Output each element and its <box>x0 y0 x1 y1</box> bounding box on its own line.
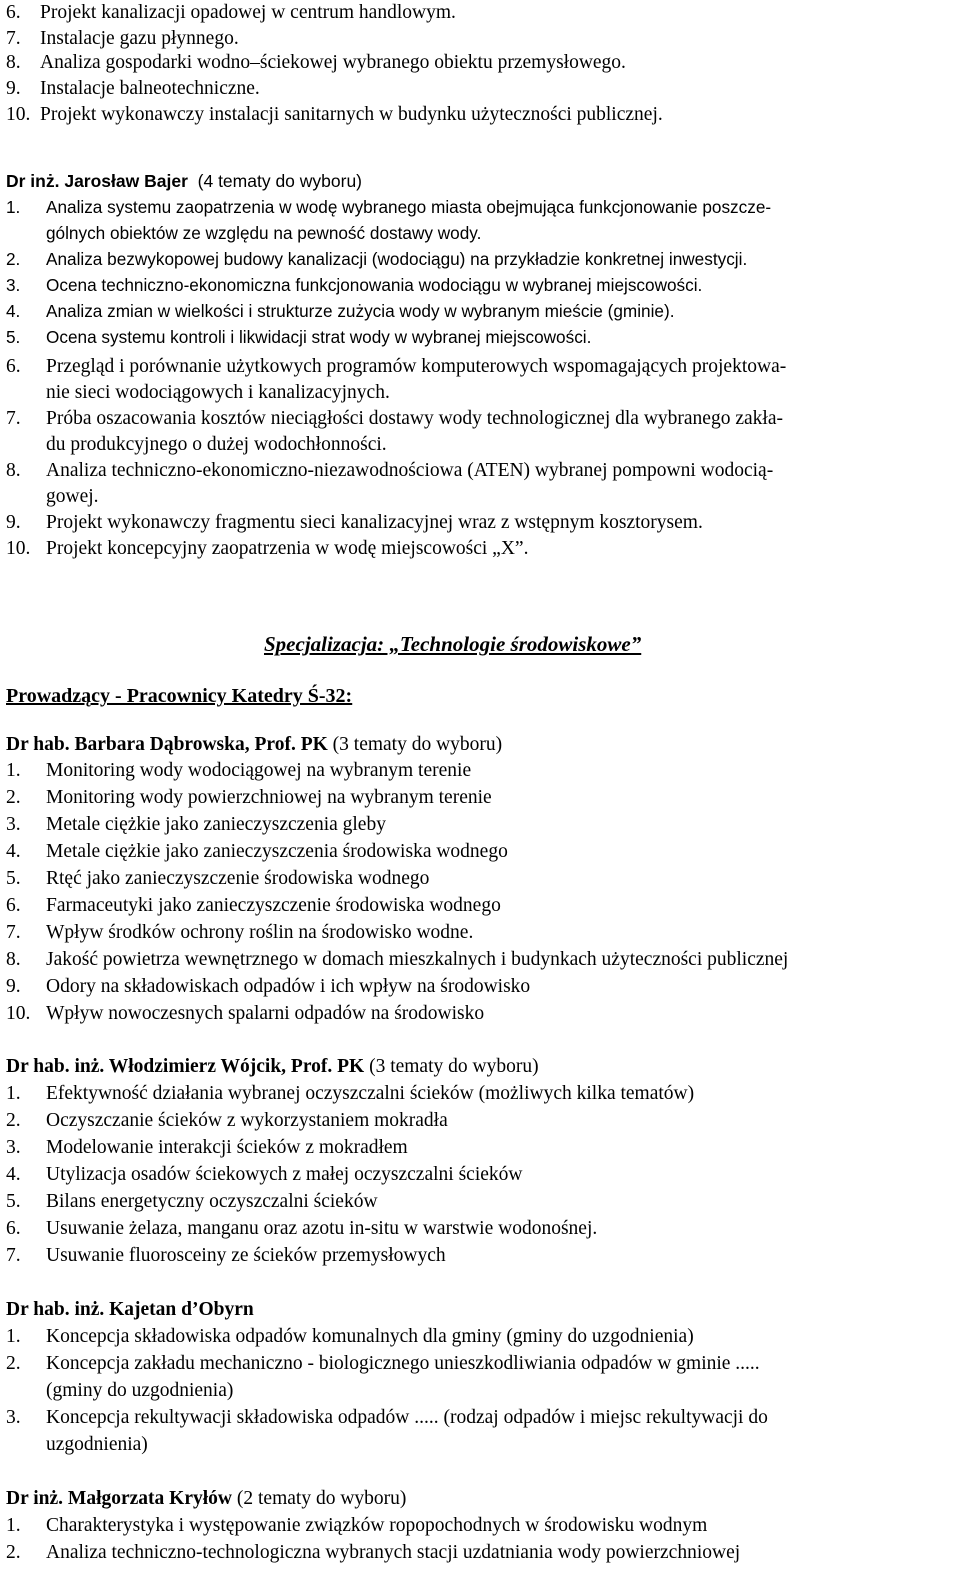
supervisor-heading-dabrowska: Dr hab. Barbara Dąbrowska, Prof. PK (3 tematy do wyboru) <box>6 734 503 755</box>
list-item-continuation: gólnych obiektów ze względu na pewność dostawy wody. <box>46 223 482 243</box>
list-item-continuation: uzgodnienia) <box>46 1434 148 1455</box>
supervisor-heading-wojcik: Dr hab. inż. Włodzimierz Wójcik, Prof. PK (3 tematy do wyboru) <box>6 1056 539 1077</box>
list-item-continuation: nie sieci wodociągowych i kanalizacyjnych. <box>46 382 390 403</box>
document-page: 6. Projekt kanalizacji opadowej w centrum handlowym. 7. Instalacje gazu płynnego. 8. Analiza gospodarki wodno–ściekowej wybranego obiektu przemysłowego. 9. Instalacje balneotechniczne. 10. Projekt wykonawczy instalacji sanitarnych w budynku użyteczności publicznej. Dr inż. Jarosław Bajer (4 tematy do wyboru) 1. Analiza systemu zaopatrzenia w wodę wybranego miasta obejmująca funkcjonowanie poszcze- gólnych obiektów ze względu na pewność dostawy wody. 2. Analiza bezwykopowej budowy kanalizacji (wodociągu) na przykładzie konkretnej inwestycji. 3. Ocena techniczno-ekonomiczna funkcjonowania wodociągu w wybranej miejscowości. 4. Analiza zmian w wielkości i strukturze zużycia wody w wybranym mieście (gminie). 5. Ocena systemu kontroli i likwidacji strat wody w wybranej miejscowości. 6. Przegląd i porównanie użytkowych programów komputerowych wspomagających projektowa- nie sieci wodociągowych i kanalizacyjnych. 7. Próba oszacowania kosztów nieciągłości dostawy wody technologicznej dla wybranego zakła- du produkcyjnego o dużej wodochłonności. 8. Analiza techniczno-ekonomiczno-niezawodnościowa (ATEN) wybranej pompowni wodocią- gowej. 9. Projekt wykonawczy fragmentu sieci kanalizacyjnej wraz z wstępnym kosztorysem. 10. Projekt koncepcyjny zaopatrzenia w wodę miejscowości „X”. Specjalizacja: „Technologie środowiskowe” Prowadzący - Pracownicy Katedry Ś-32: Dr hab. Barbara Dąbrowska, Prof. PK (3 tematy do wyboru) 1. Monitoring wody wodociągowej na wybranym terenie 2. Monitoring wody powierzchniowej na wybranym terenie 3. Metale ciężkie jako zanieczyszczenia gleby 4. Metale ciężkie jako zanieczyszczenia środowiska wodnego 5. Rtęć jako zanieczyszczenie środowiska wodnego 6. Farmaceutyki jako zanieczyszczenie środowiska wodnego 7. Wpływ środków ochrony roślin na środowisko wodne. 8. Jakość powietrza wewnętrznego w domach mieszkalnych i budynkach użyteczności publicznej 9. Odory na składowiskach odpadów i ich wpływ na środowisko 10. Wpływ nowoczesnych spalarni odpadów na środowisko Dr hab. inż. Włodzimierz Wójcik, Prof. PK (3 tematy do wyboru) 1. Efektywność działania wybranej oczyszczalni ścieków (możliwych kilka tematów) 2. Oczyszczanie ścieków z wykorzystaniem mokradła 3. Modelowanie interakcji ścieków z mokradłem 4. Utylizacja osadów ściekowych z małej oczyszczalni ścieków 5. Bilans energetyczny oczyszczalni ścieków 6. Usuwanie żelaza, manganu oraz azotu in-situ w warstwie wodonośnej. 7. Usuwanie fluorosceiny ze ścieków przemysłowych Dr hab. inż. Kajetan d’Obyrn 1. Koncepcja składowiska odpadów komunalnych dla gminy (gminy do uzgodnienia) 2. Koncepcja zakładu mechaniczno - biologicznego unieszkodliwiania odpadów w gminie ..... (gminy do uzgodnienia) 3. Koncepcja rekultywacji składowiska odpadów ..... (rodzaj odpadów i miejsc rekultywacji do uzgodnienia) Dr inż. Małgorzata Kryłów (2 tematy do wyboru) 1. Charakterystyka i występowanie związków ropopochodnych w środowisku wodnym 2. Analiza techniczno-technologiczna wybranych stacji uzdatniania wody powierzchniowej <box>6 2 789 1563</box>
list-item-continuation: (gminy do uzgodnienia) <box>46 1380 234 1401</box>
list-item-continuation: du produkcyjnego o dużej wodochłonności. <box>46 434 387 455</box>
staff-heading: Prowadzący - Pracownicy Katedry Ś-32: <box>6 685 353 707</box>
supervisor-heading-obyrn: Dr hab. inż. Kajetan d’Obyrn <box>6 1299 254 1320</box>
list-item-continuation: gowej. <box>46 486 99 507</box>
supervisor-heading-krylow: Dr inż. Małgorzata Kryłów (2 tematy do wyboru) <box>6 1488 407 1509</box>
supervisor-heading-bajer: Dr inż. Jarosław Bajer (4 tematy do wyboru) <box>6 171 363 191</box>
specialization-title: Specjalizacja: „Technologie środowiskowe” <box>264 632 642 656</box>
